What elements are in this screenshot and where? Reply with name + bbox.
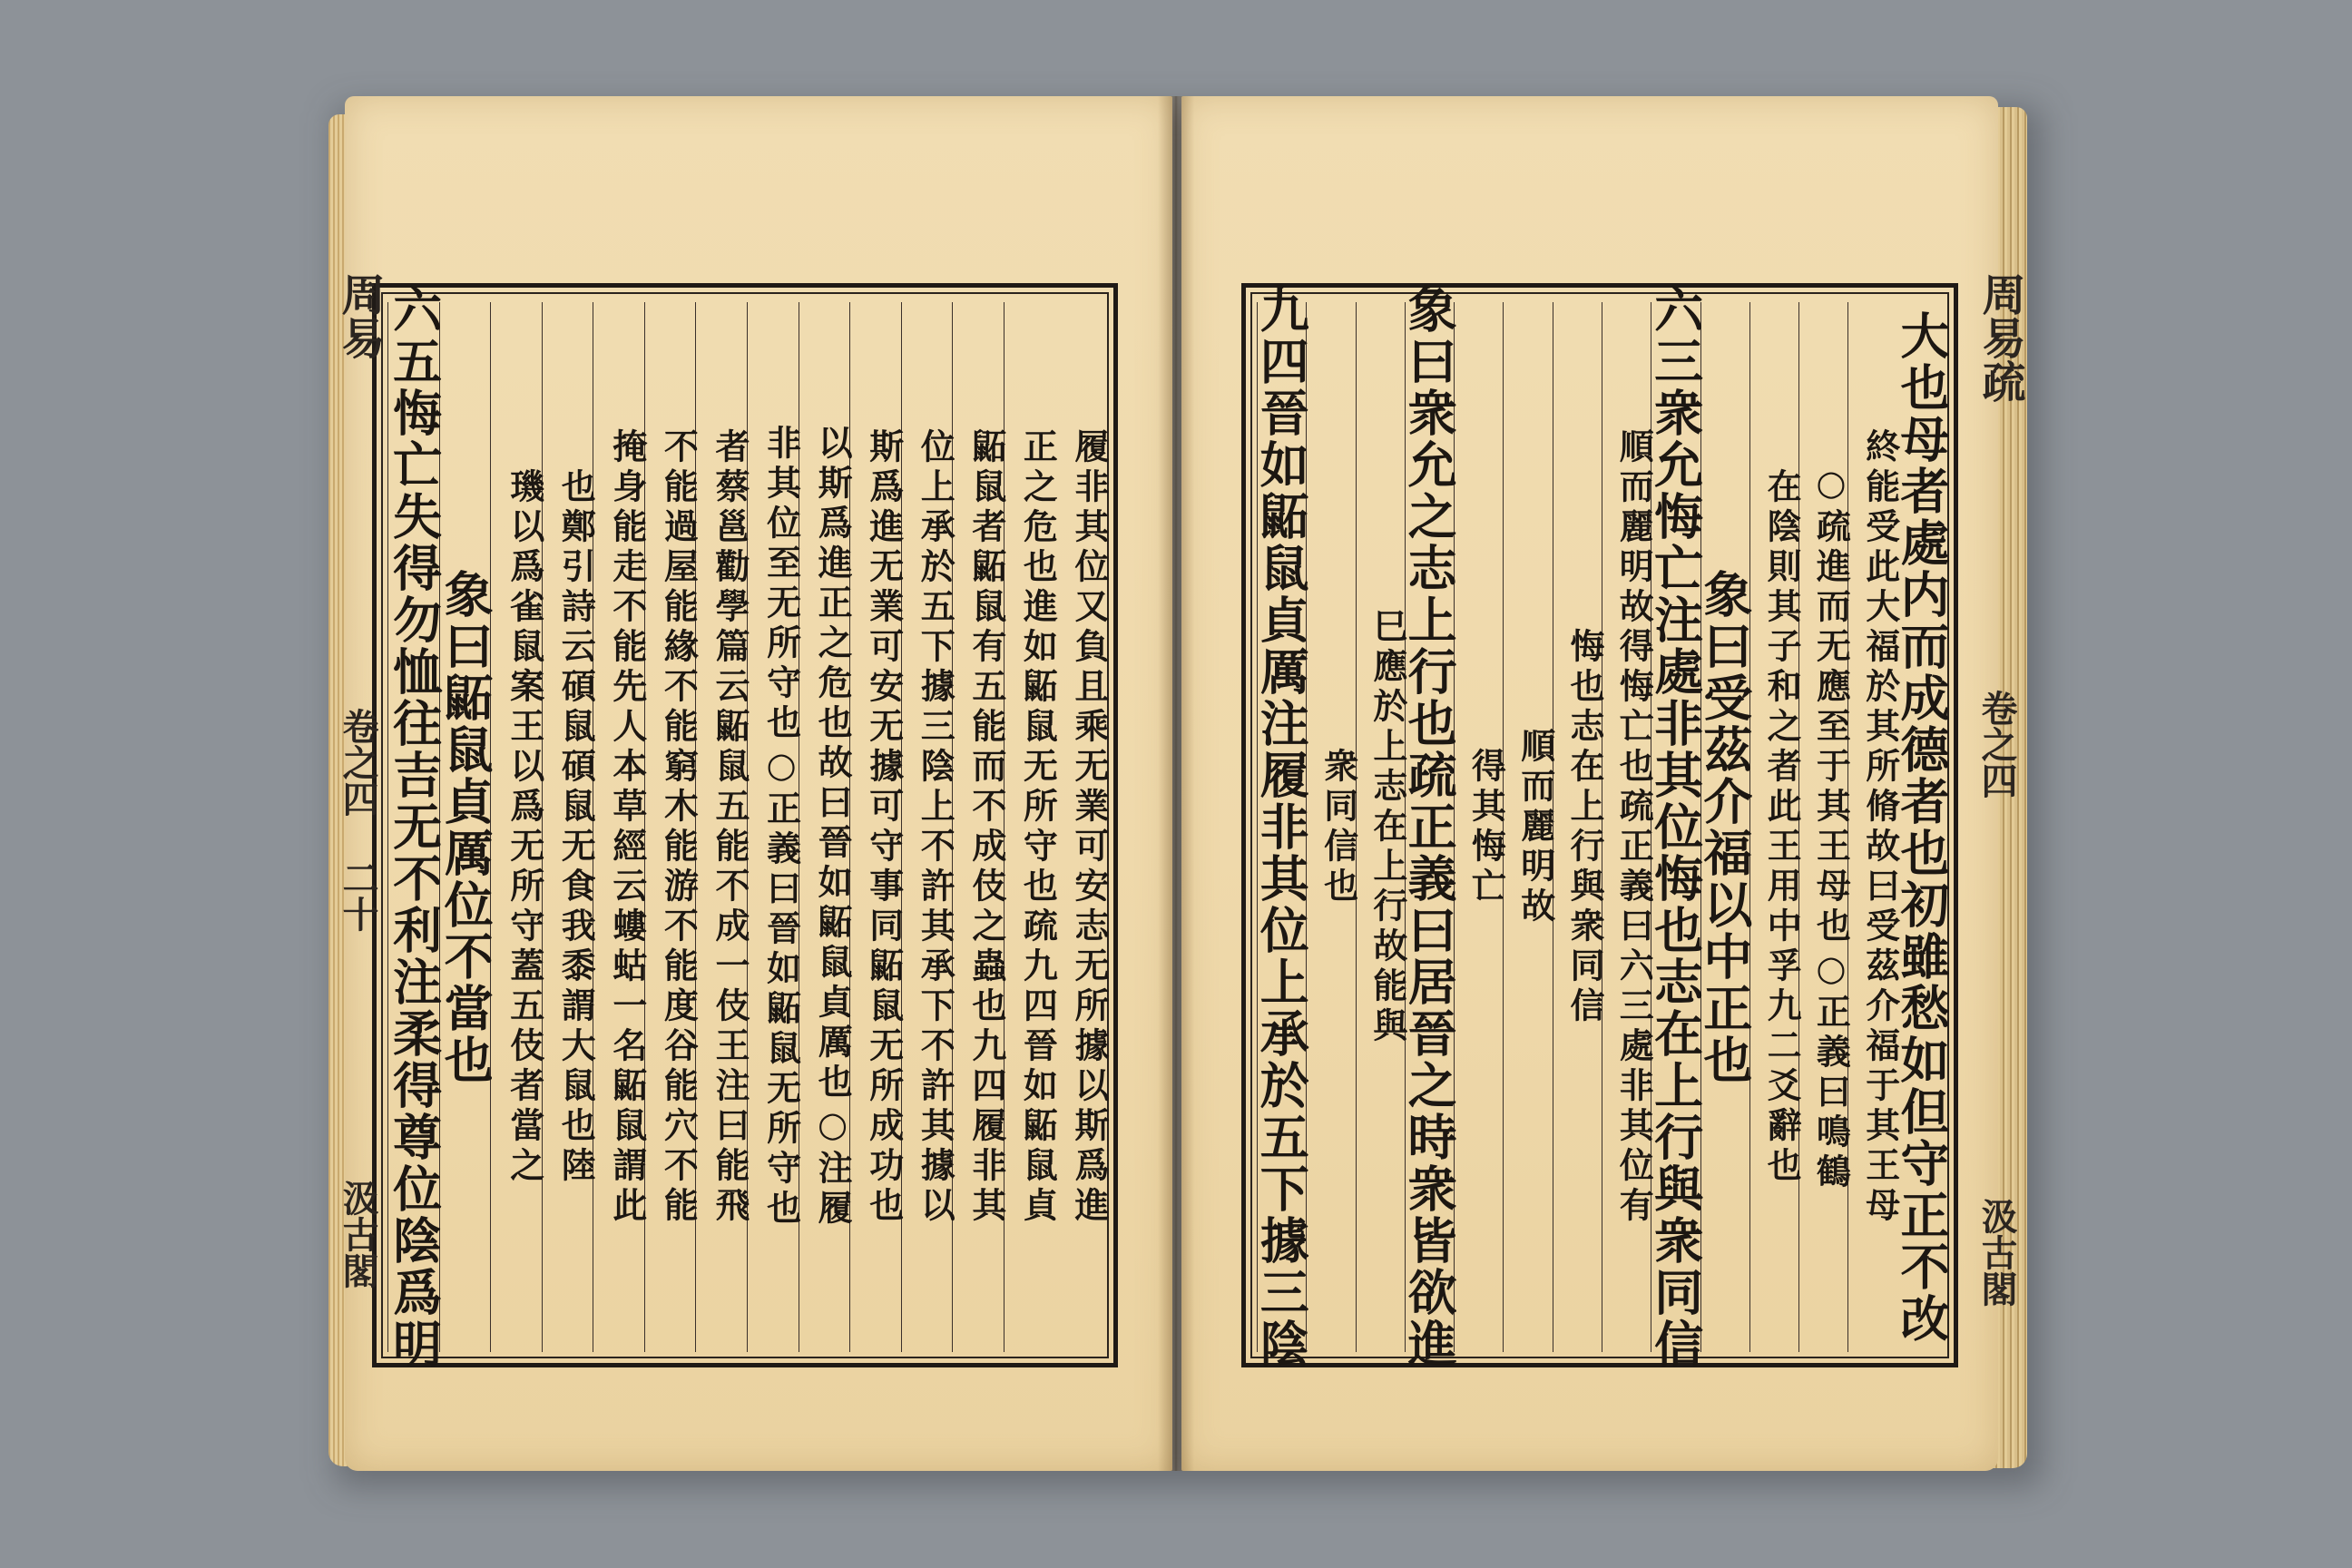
left-page-column xyxy=(385,284,444,1370)
left-margin-volume: 卷之四 二十 xyxy=(337,708,379,932)
right-text-block xyxy=(1241,283,1958,1370)
left-margin-title: 周易 xyxy=(334,272,385,359)
column-text: 衆同信也 xyxy=(1318,747,1359,907)
right-page-column xyxy=(1892,302,1951,1352)
column-text: 不能過屋能緣不能窮木能游不能度谷能穴不能 xyxy=(658,427,700,1227)
column-text: 巳應於上志在上行故能與 xyxy=(1367,607,1408,1047)
right-page-column xyxy=(1400,284,1459,1370)
left-page-column xyxy=(593,302,648,1352)
column-text: 斯爲進无業可安无據可守事同鼫鼠无所成功也 xyxy=(863,427,905,1227)
left-page-column xyxy=(1054,302,1110,1352)
book-gutter xyxy=(1158,96,1194,1471)
column-text: 順而麗明故得悔亡也疏正義曰六三處非其位有 xyxy=(1613,427,1655,1227)
column-text: 位上承於五下據三陰上不許其承下不許其據以 xyxy=(915,427,956,1227)
left-text-block xyxy=(372,283,1118,1370)
column-text: 得其悔亡 xyxy=(1465,747,1507,907)
column-text: 六五悔亡失得勿恤往吉无不利注柔得尊位陰爲明 xyxy=(385,284,444,1370)
column-text: 鼫鼠者鼫鼠有五能而不成伎之蟲也九四履非其 xyxy=(965,427,1007,1227)
left-page-column xyxy=(644,302,700,1352)
right-margin-title: 周易疏 xyxy=(1975,272,2025,403)
column-text: 在陰則其子和之者此王用中孚九二爻辭也 xyxy=(1761,467,1803,1187)
column-text: 正之危也進如鼫鼠无所守也疏九四晉如鼫鼠貞 xyxy=(1017,427,1059,1227)
right-page-column xyxy=(1695,302,1754,1352)
column-text: 象曰受茲介福以中正也 xyxy=(1695,568,1754,1086)
column-text: 象曰鼫鼠貞厲位不當也 xyxy=(436,568,495,1086)
left-page-column xyxy=(849,302,905,1352)
right-page-column xyxy=(1602,302,1655,1352)
left-page-column xyxy=(799,302,854,1352)
right-page-column xyxy=(1356,302,1408,1352)
column-text: 六三衆允悔亡注處非其位悔也志在上行與衆同信 xyxy=(1646,284,1705,1370)
column-text: 順而麗明故 xyxy=(1514,727,1556,927)
right-margin-publisher: 汲古閣 xyxy=(1975,1198,2018,1307)
left-page-column xyxy=(952,302,1007,1352)
column-text: 九四晉如鼫鼠貞厲注履非其位上承於五下據三陰 xyxy=(1252,284,1311,1370)
right-page-column xyxy=(1454,302,1507,1352)
right-page-column xyxy=(1252,284,1311,1370)
left-page-column xyxy=(436,302,495,1352)
left-page-column xyxy=(747,302,802,1352)
left-page-column xyxy=(1004,302,1059,1352)
right-page-column xyxy=(1749,302,1803,1352)
column-text: 掩身能走不能先人本草經云螻蛄一名鼫鼠謂此 xyxy=(606,427,648,1227)
right-page-column xyxy=(1503,302,1556,1352)
column-text: 悔也志在上行與衆同信 xyxy=(1563,627,1605,1027)
column-text: 者蔡邕勸學篇云鼫鼠五能不成一伎王注曰能飛 xyxy=(709,427,750,1227)
left-page-column xyxy=(490,302,545,1352)
column-text: 大也母者處内而成德者也初雖愁如但守正不改 xyxy=(1892,309,1951,1345)
column-text: 以斯爲進正之危也故曰晉如鼫鼠貞厲也○注履 xyxy=(812,425,854,1230)
right-margin-volume: 卷之四 xyxy=(1975,690,2018,799)
column-text: 璣以爲雀鼠案王以爲无所守蓋五伎者當之 xyxy=(504,467,545,1187)
right-page-column xyxy=(1847,302,1901,1352)
left-page-column xyxy=(695,302,750,1352)
right-page-column xyxy=(1646,284,1705,1370)
left-margin-publisher: 汲古閣 xyxy=(337,1180,379,1289)
left-page-column xyxy=(542,302,597,1352)
column-text: 履非其位又負且乘无業可安志无所據以斯爲進 xyxy=(1068,427,1110,1227)
left-page-column xyxy=(901,302,956,1352)
right-page-column xyxy=(1798,302,1852,1352)
column-text: 也鄭引詩云碩鼠碩鼠无食我黍謂大鼠也陸 xyxy=(555,467,597,1187)
column-text: 象曰衆允之志上行也疏正義曰居晉之時衆皆欲進 xyxy=(1400,284,1459,1370)
column-text: 終能受此大福於其所脩故曰受茲介福于其王母 xyxy=(1859,427,1901,1227)
column-text: 非其位至无所守也○正義曰晉如鼫鼠无所守也 xyxy=(760,425,802,1230)
right-page-column xyxy=(1553,302,1605,1352)
right-page-column xyxy=(1306,302,1359,1352)
column-text: ○疏進而无應至于其王母也○正義曰鳴鶴 xyxy=(1810,461,1852,1193)
